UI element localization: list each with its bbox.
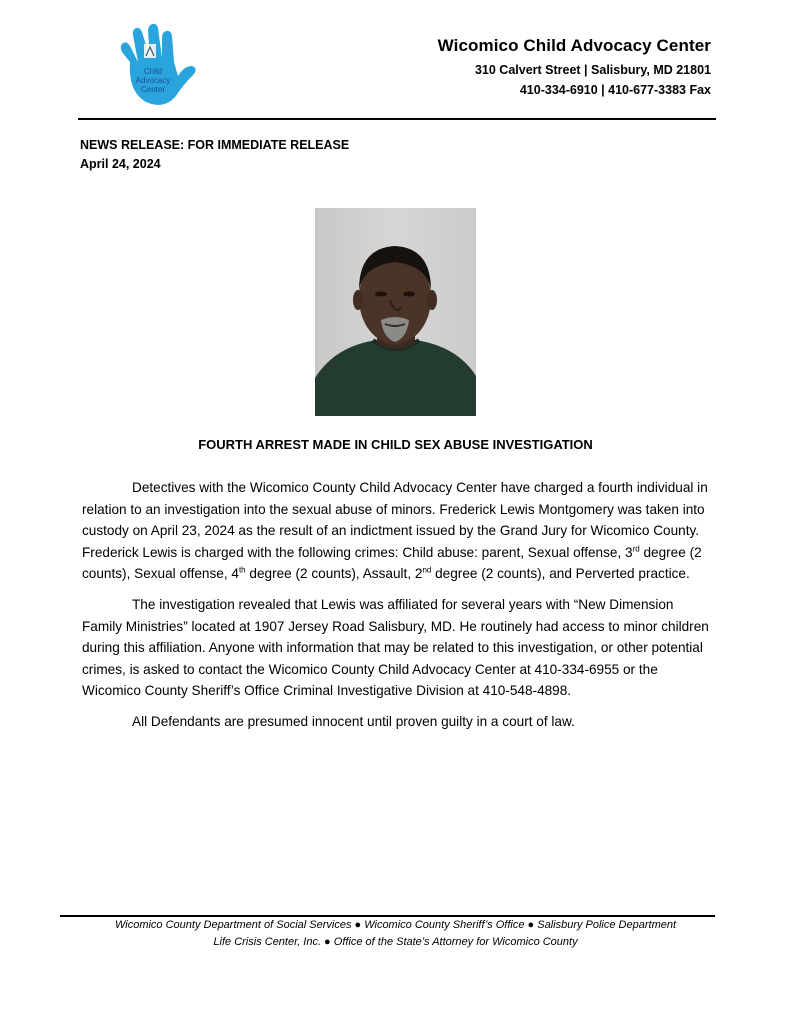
paragraph-investigation: The investigation revealed that Lewis was affiliated for several years with “New Dimension Family Ministries” located at 1907 Jersey Road Salisbury, MD. He routinely had access to minor children during this affiliation. Anyone with information that may be related to this investigation, or other potential crimes, is asked to contact the Wicomico County Child Advocacy Center at 410-334-6955 or the Wicomico County Sheriff’s Office Criminal Investigative Division at 410-548-4898. — [82, 596, 709, 699]
header-divider — [78, 118, 716, 120]
organization-phone: 410-334-6910 | 410-677-3383 Fax — [519, 83, 711, 97]
paragraph-presumption: All Defendants are presumed innocent until proven guilty in a court of law. — [132, 713, 575, 729]
release-date: April 24, 2024 — [80, 157, 161, 171]
article-body — [82, 477, 714, 742]
logo-text-line-1: Child — [143, 67, 163, 76]
child-advocacy-center-logo — [108, 22, 200, 114]
logo-text-line-2: Advocacy — [135, 76, 171, 85]
footer-line-2: Life Crisis Center, Inc. ● Office of the State’s Attorney for Wicomico County — [213, 936, 578, 948]
headline: FOURTH ARREST MADE IN CHILD SEX ABUSE INVESTIGATION — [198, 437, 593, 452]
release-block — [80, 136, 349, 174]
logo-text-line-3: Center — [140, 85, 166, 94]
footer-line-1: Wicomico County Department of Social Services ● Wicomico County Sheriff’s Office ● Salisbury Police Department — [114, 919, 677, 931]
organization-address: 310 Calvert Street | Salisbury, MD 21801 — [474, 63, 711, 77]
mugshot-photo — [315, 208, 476, 416]
organization-header — [438, 36, 711, 97]
organization-name: Wicomico Child Advocacy Center — [437, 36, 711, 55]
release-label: NEWS RELEASE: FOR IMMEDIATE RELEASE — [80, 138, 350, 152]
paragraph-charges: Detectives with the Wicomico County Child Advocacy Center have charged a fourth individual in relation to an investigation into the sexual abuse of minors. Frederick Lewis Montgomery was taken into custody on April 23, 2024 as the result of an indictment issued by the Grand Jury for Wicomico County. Frederick Lewis is charged with the following crimes: Child abuse: parent, Sexual offense, 3rd degree (2 counts), Sexual offense, 4th degree (2 counts), Assault, 2nd degree (2 counts), and Perverted practice. — [82, 480, 708, 582]
footer-partners — [40, 917, 751, 951]
